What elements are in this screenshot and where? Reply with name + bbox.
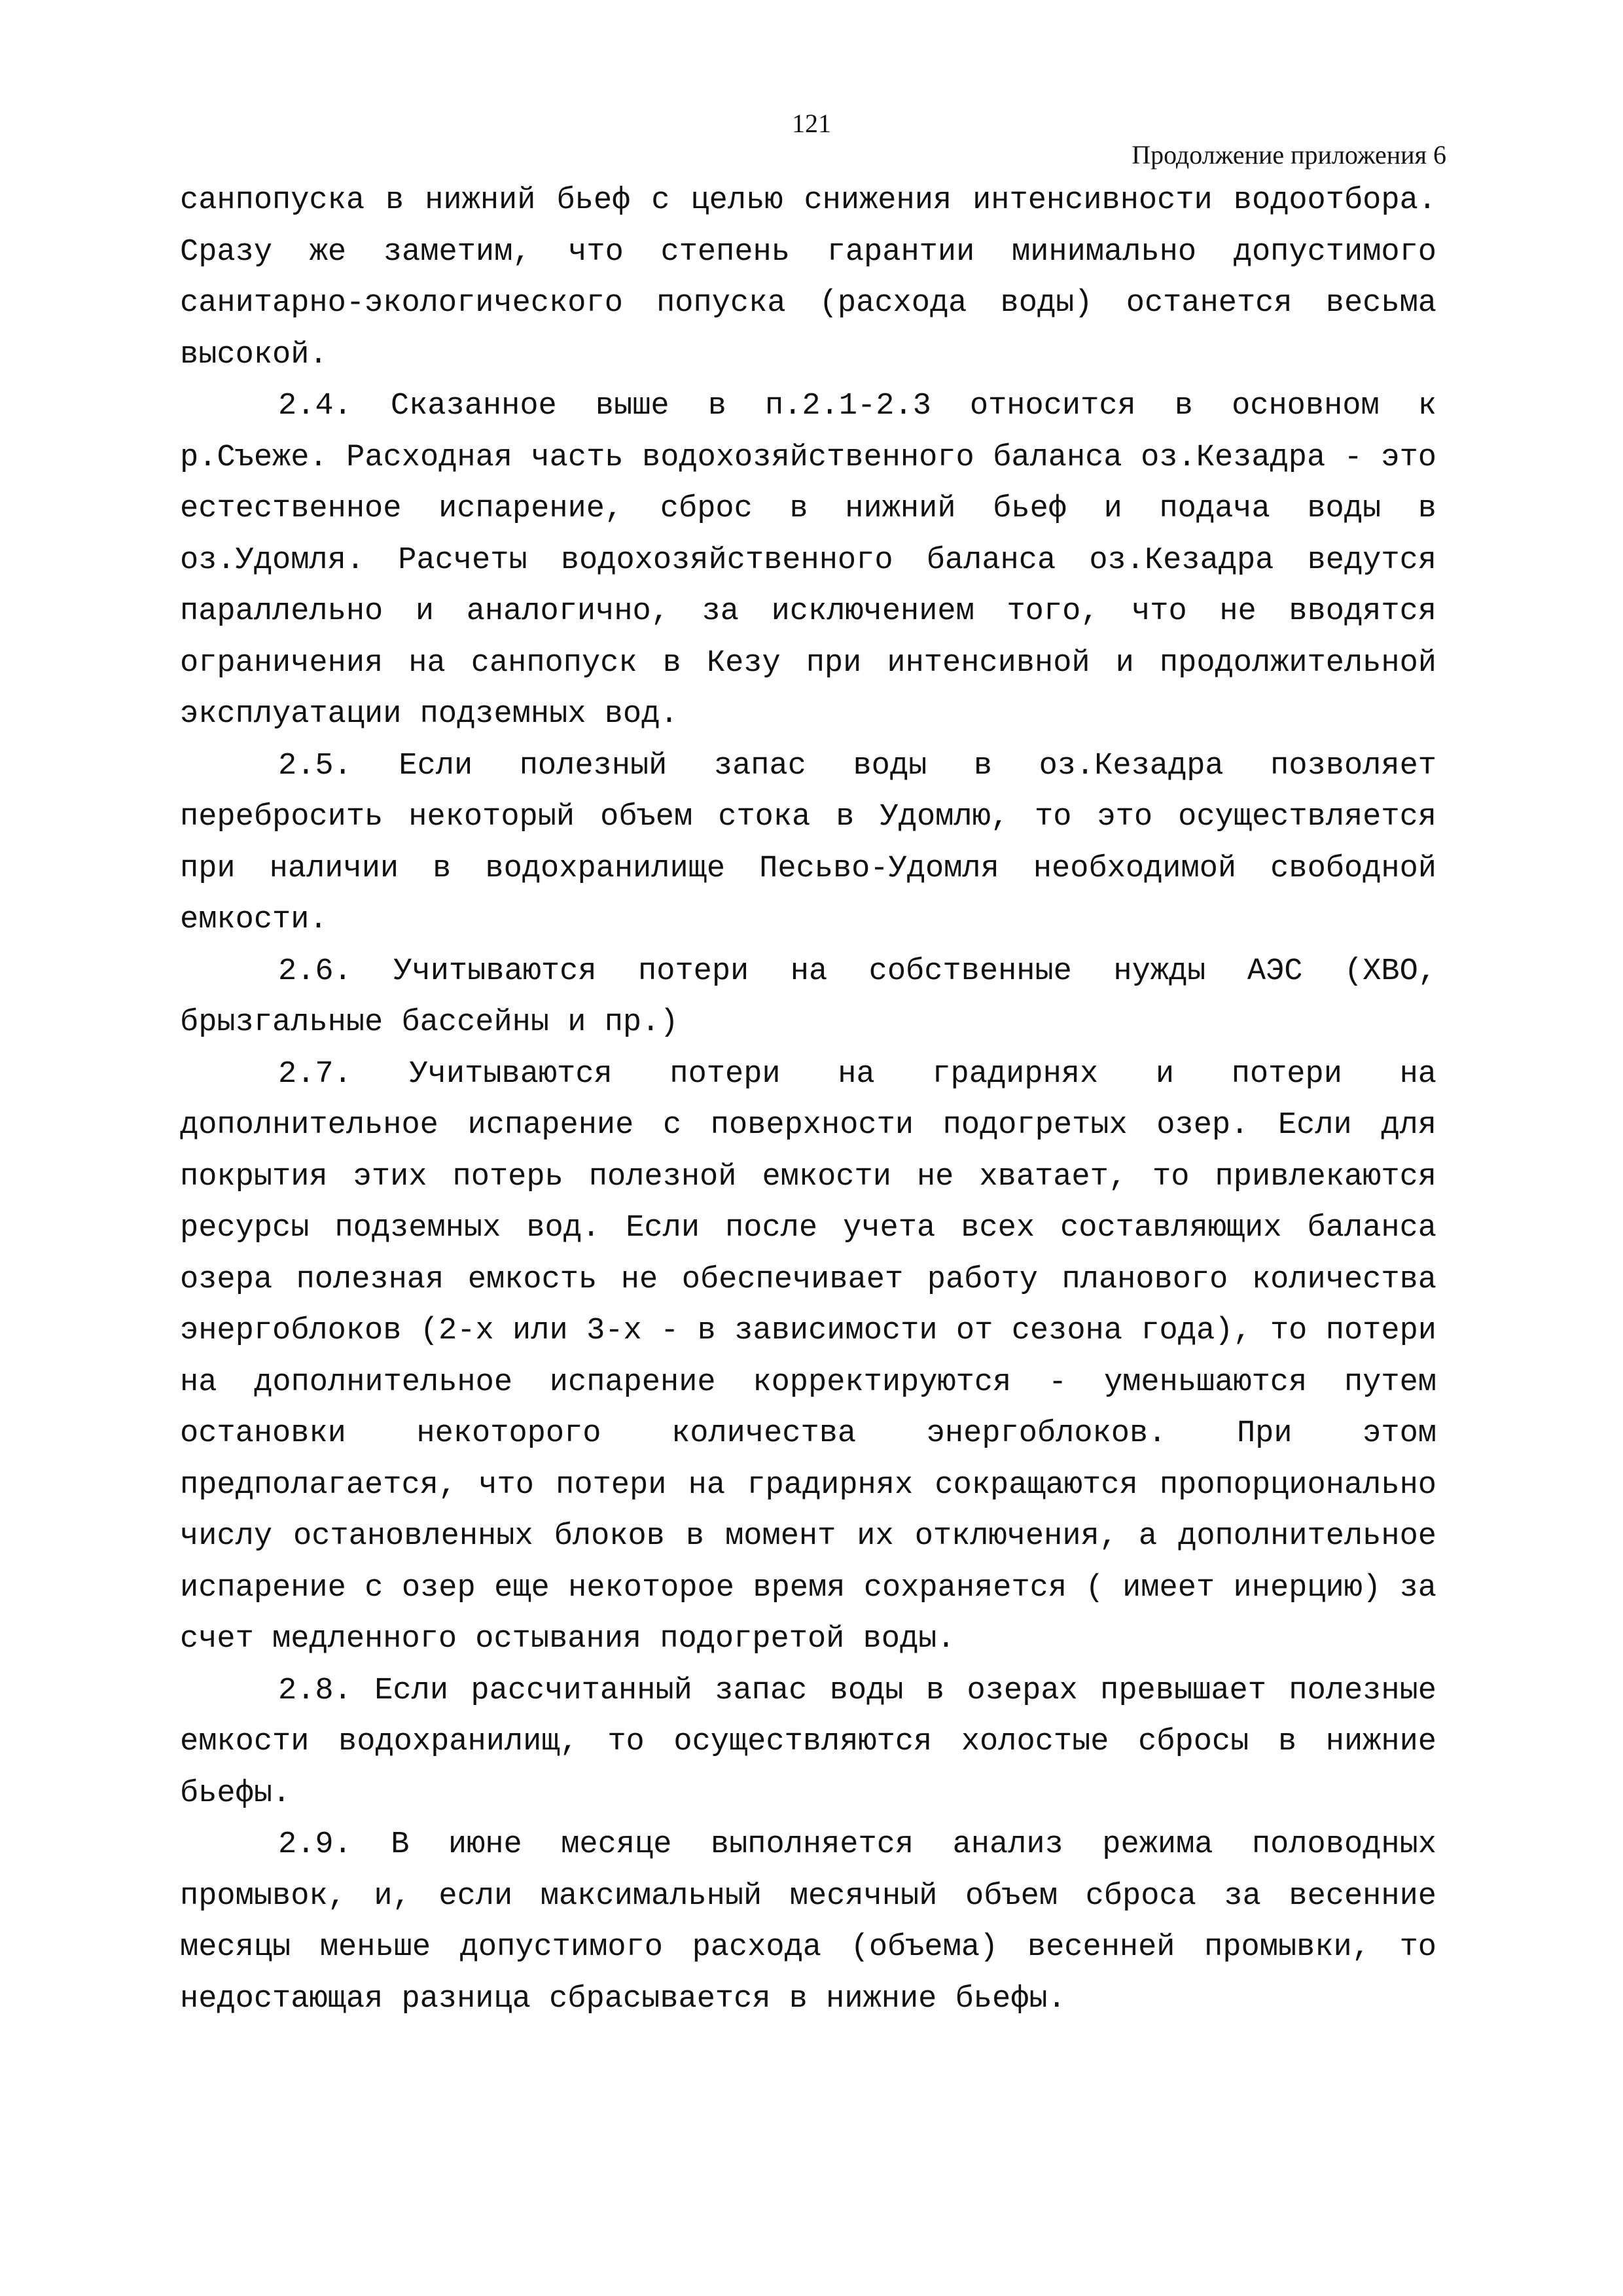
paragraph-2-9: 2.9. В июне месяце выполняется анализ режима половодных промывок, и, если максимальный месячный объем сброса за весенние месяцы меньше допустимого расхода (объема) весенней промывки, то недостающая разница сбрасывается в нижние бьефы.	[180, 1827, 1436, 2017]
paragraph-2-8: 2.8. Если рассчитанный запас воды в озерах превышает полезные емкости водохранилищ, то осуществляются холостые сбросы в нижние бьефы.	[180, 1673, 1436, 1811]
page-number: 121	[792, 109, 831, 138]
paragraph-continued: санпопуска в нижний бьеф с целью снижения интенсивности водоотбора. Сразу же заметим, что степень гарантии минимально допустимого санитарно-экологического попуска (расхода воды) останется весьма высокой.	[180, 183, 1436, 372]
continuation-header: Продолжение приложения 6	[1132, 140, 1446, 170]
paragraph-2-7: 2.7. Учитываются потери на градирнях и потери на дополнительное испарение с поверхности подогретых озер. Если для покрытия этих потерь полезной емкости не хватает, то привлекаются ресурсы подземных вод. Если после учета всех составляющих баланса озера полезная емкость не обеспечивает работу планового количества энергоблоков (2-х или 3-х - в зависимости от сезона года), то потери на дополнительное испарение корректируются - уменьшаются путем остановки некоторого количества энергоблоков. При этом предполагается, что потери на градирнях сокращаются пропорционально числу остановленных блоков в момент их отключения, а дополнительное испарение с озер еще некоторое время сохраняется ( имеет инерцию) за счет медленного остывания подогретой воды.	[180, 1056, 1436, 1657]
paragraph-2-6: 2.6. Учитываются потери на собственные нужды АЭС (ХВО, брызгальные бассейны и пр.)	[180, 954, 1436, 1040]
paragraph-2-5: 2.5. Если полезный запас воды в оз.Кезадра позволяет перебросить некоторый объем стока в Удомлю, то это осуществляется при наличии в водохранилище Песьво-Удомля необходимой свободной емкости.	[180, 748, 1436, 937]
document-body	[180, 175, 1436, 2025]
paragraph-2-4: 2.4. Сказанное выше в п.2.1-2.3 относится в основном к р.Съеже. Расходная часть водохозяйственного баланса оз.Кезадра - это естественное испарение, сброс в нижний бьеф и подача воды в оз.Удомля. Расчеты водохозяйственного баланса оз.Кезадра ведутся параллельно и аналогично, за исключением того, что не вводятся ограничения на санпопуск в Кезу при интенсивной и продолжительной эксплуатации подземных вод.	[180, 389, 1436, 732]
